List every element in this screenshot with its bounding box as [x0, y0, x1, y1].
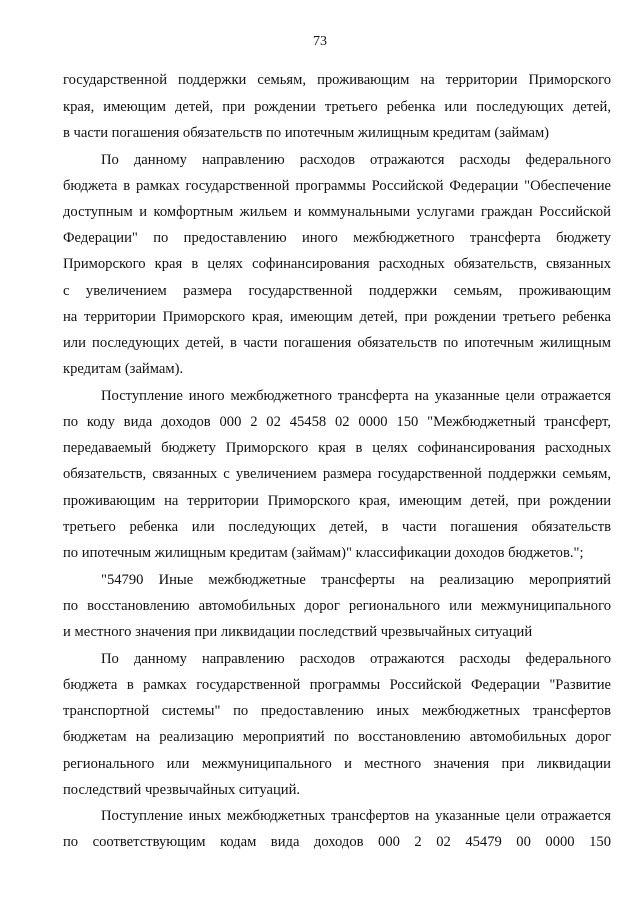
text-line: Поступление иных межбюджетных трансфертов на указанные цели отражается: [101, 808, 611, 824]
text-line: регионального или межмуниципального и местного значения при ликвидации: [63, 756, 611, 772]
text-line: бюджета в рамках государственной программы Российской Федерации "Обеспечение: [63, 178, 611, 194]
text-line: по соответствующим кодам вида доходов 000 2 02 45479 00 0000 150: [63, 834, 611, 850]
text-line: Поступление иного межбюджетного трансферта на указанные цели отражается: [101, 388, 611, 404]
text-line: с увеличением размера государственной поддержки семьям, проживающим: [63, 283, 611, 299]
text-line: бюджета в рамках государственной программы Российской Федерации "Развитие: [63, 677, 611, 693]
text-line: последствий чрезвычайных ситуаций.: [63, 782, 301, 798]
text-line: по коду вида доходов 000 2 02 45458 02 0000 150 "Межбюджетный трансферт,: [63, 414, 611, 430]
text-line: на территории Приморского края, имеющим детей, при рождении третьего ребенка: [63, 309, 611, 325]
text-line: обязательств, связанных с увеличением размера государственной поддержки семьям,: [63, 466, 611, 482]
text-line: доступным и комфортным жильем и коммунальными услугами граждан Российской: [63, 204, 611, 220]
text-line: передаваемый бюджету Приморского края в целях софинансирования расходных: [63, 440, 611, 456]
text-line: транспортной системы" по предоставлению иных межбюджетных трансфертов: [63, 703, 611, 719]
text-line: по восстановлению автомобильных дорог регионального или межмуниципального: [63, 598, 611, 614]
text-line: проживающим на территории Приморского края, имеющим детей, при рождении: [63, 493, 611, 509]
page-number: 73: [313, 34, 327, 49]
text-line: "54790 Иные межбюджетные трансферты на реализацию мероприятий: [101, 572, 611, 588]
text-line: Федерации" по предоставлению иного межбюджетного трансферта бюджету: [63, 230, 611, 246]
text-line: или последующих детей, в части погашения обязательств по ипотечным жилищным: [63, 335, 611, 351]
text-line: в части погашения обязательств по ипотечным жилищным кредитам (займам): [63, 125, 550, 141]
text-line: бюджетам на реализацию мероприятий по восстановлению автомобильных дорог: [63, 729, 611, 745]
text-line: По данному направлению расходов отражаются расходы федерального: [101, 651, 611, 667]
text-line: По данному направлению расходов отражаются расходы федерального: [101, 152, 611, 168]
text-line: и местного значения при ликвидации последствий чрезвычайных ситуаций: [63, 624, 533, 640]
text-line: края, имеющим детей, при рождении третьего ребенка или последующих детей,: [63, 99, 611, 115]
text-line: по ипотечным жилищным кредитам (займам)" классификации доходов бюджетов.";: [63, 545, 584, 561]
text-line: государственной поддержки семьям, проживающим на территории Приморского: [63, 72, 611, 88]
text-line: Приморского края в целях софинансирования расходных обязательств, связанных: [63, 256, 611, 272]
text-line: кредитам (займам).: [63, 361, 184, 377]
text-line: третьего ребенка или последующих детей, в части погашения обязательств: [63, 519, 611, 535]
